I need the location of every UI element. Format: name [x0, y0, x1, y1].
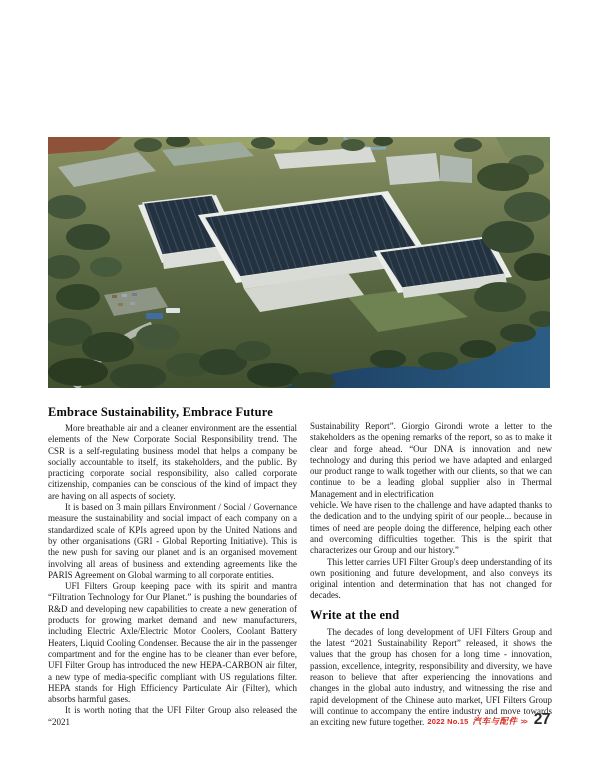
footer-arrows-icon: >> — [520, 719, 527, 726]
paragraph-report-continuation-2: vehicle. We have risen to the challenge and have adapted thanks to the dedication and to the undying spirit of our people... because in times of need are people doing the difference, helping each other and overcoming difficulties together. This is the spirit that characterizes our Group and our history.” — [310, 500, 552, 556]
left-column — [48, 405, 297, 728]
footer-issue-number: 2022 No.15 — [427, 717, 469, 726]
paragraph-report-lead: It is worth noting that the UFI Filter Group also released the “2021 — [48, 705, 297, 727]
footer-magazine-logo: 汽车与配件 — [472, 716, 518, 726]
paragraph-conclusion: The decades of long development of UFI Filters Group and the latest “2021 Sustainability Report” released, it shows the values that the group has chosen for a long time - innovation, passion, excellence, integrity, responsibility and diversity, we have reason to believe that after experiencing the innovations and changes in the global auto industry, and witnessing the rise and rapid development of the Chinese auto market, UFI Filters Group will continue to accompany the entire industry and move towards an exciting new future together. — [310, 626, 552, 728]
paragraph-report-continuation: Sustainability Report”. Giorgio Girondi wrote a letter to the stakeholders as the opening remarks of the report, so as to make it clear and forge ahead. “Our DNA is innovation and new technology and during this period we have adapted and enlarged our product range to walk together with our clients, so that we can continue to be a leading global supplier also in Thermal Management and in electrification — [310, 421, 552, 499]
page-footer — [427, 711, 550, 729]
paragraph-csr-intro: More breathable air and a cleaner environment are the essential elements of the New Corporate Social Responsibility trend. The CSR is a self-regulating business model that helps a company be socially accountable to itself, its stakeholders, and the public. By practicing corporate social responsibility, also called corporate citizenship, companies can be conscious of the kind of impact they are having on all aspects of society. — [48, 423, 297, 501]
paragraph-esg-pillars: It is based on 3 main pillars Environment / Social / Governance measure the sustainability and social impact of each company on a standardized scale of KPIs agreed upon by the United Nations and by other organisations (GRI - Global Reporting Initiative). This is the new push for saving our planet and is an organised movement involving all areas of business and extending agreements like the PARIS Agreement on Global warming to all corporate entities. — [48, 502, 297, 580]
factory-aerial-photo — [48, 137, 550, 388]
article-body — [48, 405, 552, 728]
section-heading-sustainability: Embrace Sustainability, Embrace Future — [48, 405, 273, 419]
factory-aerial-illustration — [48, 137, 550, 388]
right-column — [310, 405, 552, 728]
paragraph-letter-meaning: This letter carries UFI Filter Group's deep understanding of its own positioning and future development, and also conveys its original intention and determination that has not changed for decades. — [310, 556, 552, 601]
footer-page-number: 27 — [533, 711, 550, 728]
paragraph-ufi-products: UFI Filters Group keeping pace with its spirit and mantra “Filtration Technology for Our Planet.” is pushing the boundaries of R&D and developing new capabilities to create a new generation of products for growing market demand and new manufacturers, including Electric Axle/Electric Motor Coolers, Coolant Battery Heaters, Liquid Cooling Condenser. Because the air in the passenger compartment and for the engine has to be cleaner than ever before, UFI Filter Group has introduced the new HEPA-CARBON air filter, a new type of media-specific compliant with US regulations filter. HEPA stands for High Efficiency Particulate Air (Filter), which absorbs harmful gases. — [48, 581, 297, 705]
section-heading-write-at-the-end: Write at the end — [310, 607, 400, 622]
